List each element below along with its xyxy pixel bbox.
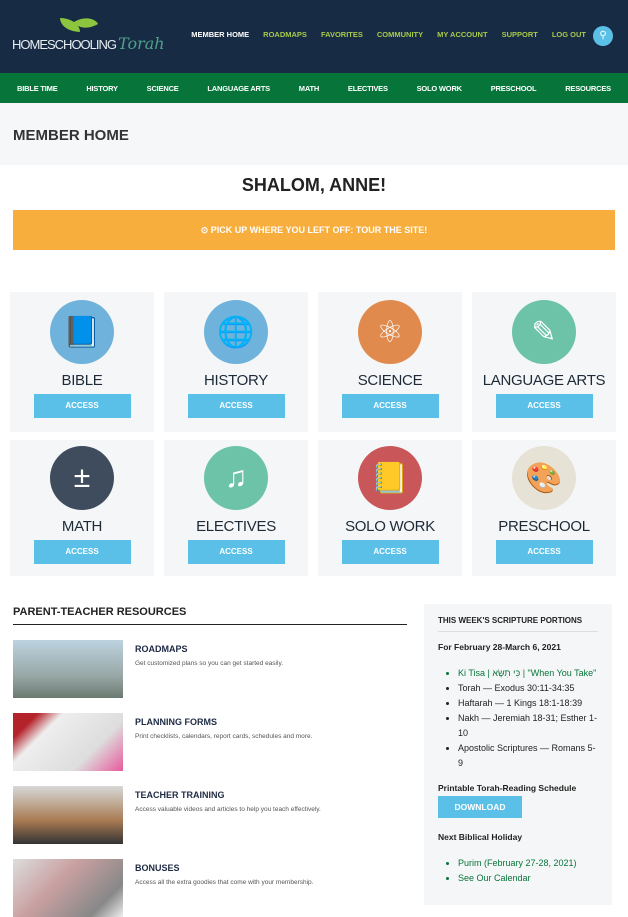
access-button[interactable]: ACCESS	[496, 540, 593, 564]
top-nav	[191, 30, 586, 39]
resource-description: Access all the extra goodies that come with your membership.	[135, 879, 314, 886]
nav-roadmaps[interactable]: ROADMAPS	[263, 30, 307, 39]
nav-support[interactable]: SUPPORT	[501, 30, 538, 39]
subnav-science[interactable]: SCIENCE	[146, 83, 179, 93]
page-title: MEMBER HOME	[0, 103, 628, 165]
subnav-resources[interactable]: RESOURCES	[565, 83, 611, 93]
parent-teacher-resources	[13, 606, 407, 917]
subject-card-preschool	[472, 440, 616, 576]
logo-text: HOMESCHOOLING	[12, 37, 117, 52]
resource-description: Access valuable videos and articles to help you teach effectively.	[135, 806, 321, 813]
holiday-link[interactable]: • Purim (February 27-28, 2021)	[458, 856, 598, 871]
scripture-sidebar	[424, 604, 612, 905]
subject-title: BIBLE	[61, 372, 103, 389]
subnav-solo-work[interactable]: SOLO WORK	[416, 83, 462, 93]
nav-community[interactable]: COMMUNITY	[376, 30, 424, 39]
site-logo[interactable]	[12, 16, 165, 66]
subject-nav	[0, 73, 628, 103]
subject-card-science	[318, 292, 462, 432]
resource-description: Print checklists, calendars, report cards, schedules and more.	[135, 733, 313, 740]
music-note-icon[interactable]: ♫	[204, 446, 268, 510]
resource-item[interactable]	[13, 713, 407, 771]
download-button[interactable]: DOWNLOAD	[438, 796, 522, 818]
resource-title[interactable]: BONUSES	[135, 863, 180, 873]
portion-link[interactable]: • Ki Tisa | כִּי תִשָּׂא | "When You Take"	[458, 666, 598, 681]
holiday-label: Next Biblical Holiday	[438, 832, 523, 842]
logo-script: Torah	[118, 34, 165, 53]
portion-item: • Apostolic Scriptures — Romans 5-9	[458, 741, 598, 771]
subject-title: SOLO WORK	[345, 518, 435, 535]
portion-date: For February 28-March 6, 2021	[438, 642, 561, 652]
holiday-list	[458, 856, 598, 886]
resource-description: Get customized plans so you can get started easily.	[135, 660, 284, 667]
resources-heading: PARENT-TEACHER RESOURCES	[13, 606, 407, 625]
logo-wordmark	[12, 34, 165, 53]
calendar-link[interactable]: • See Our Calendar	[458, 871, 598, 886]
subject-grid	[10, 292, 616, 576]
subject-card-electives	[164, 440, 308, 576]
globe-icon[interactable]: 🌐	[204, 300, 268, 364]
subject-card-language-arts	[472, 292, 616, 432]
nav-my-account[interactable]: MY ACCOUNT	[437, 30, 488, 39]
top-header	[0, 0, 628, 73]
subject-card-bible	[10, 292, 154, 432]
resource-title[interactable]: ROADMAPS	[135, 644, 188, 654]
portion-item: • Nakh — Jeremiah 18-31; Esther 1-10	[458, 711, 598, 741]
schedule-label: Printable Torah-Reading Schedule	[438, 783, 577, 793]
access-button[interactable]: ACCESS	[34, 394, 131, 418]
portion-item: • Haftarah — 1 Kings 18:1-18:39	[458, 696, 598, 711]
subnav-preschool[interactable]: PRESCHOOL	[490, 83, 537, 93]
subject-card-math	[10, 440, 154, 576]
subject-title: LANGUAGE ARTS	[482, 372, 606, 389]
resource-title[interactable]: TEACHER TRAINING	[135, 790, 225, 800]
nav-favorites[interactable]: FAVORITES	[320, 30, 363, 39]
subject-title: HISTORY	[203, 372, 269, 389]
resource-thumbnail[interactable]	[13, 859, 123, 917]
search-icon[interactable]: ⚲	[593, 26, 613, 46]
atom-icon[interactable]: ⚛	[358, 300, 422, 364]
portion-list	[458, 666, 598, 771]
subnav-electives[interactable]: ELECTIVES	[347, 83, 388, 93]
access-button[interactable]: ACCESS	[188, 394, 285, 418]
subnav-history[interactable]: HISTORY	[86, 83, 118, 93]
portion-item: • Torah — Exodus 30:11-34:35	[458, 681, 598, 696]
subject-title: SCIENCE	[357, 372, 423, 389]
access-button[interactable]: ACCESS	[496, 394, 593, 418]
pencil-paper-icon[interactable]: ✎	[512, 300, 576, 364]
subnav-math[interactable]: MATH	[298, 83, 320, 93]
access-button[interactable]: ACCESS	[34, 540, 131, 564]
sidebar-heading: THIS WEEK'S SCRIPTURE PORTIONS	[438, 616, 598, 632]
nav-member-home[interactable]: MEMBER HOME	[191, 30, 250, 39]
resource-thumbnail[interactable]	[13, 640, 123, 698]
access-button[interactable]: ACCESS	[342, 540, 439, 564]
resource-item[interactable]	[13, 859, 407, 917]
subnav-language-arts[interactable]: LANGUAGE ARTS	[207, 83, 270, 93]
greeting: SHALOM, ANNE!	[241, 175, 387, 195]
nav-log-out[interactable]: LOG OUT	[551, 30, 586, 39]
access-button[interactable]: ACCESS	[188, 540, 285, 564]
resource-item[interactable]	[13, 640, 407, 698]
resource-item[interactable]	[13, 786, 407, 844]
access-button[interactable]: ACCESS	[342, 394, 439, 418]
book-icon[interactable]: 📘	[50, 300, 114, 364]
tour-site-banner[interactable]: ⊙ PICK UP WHERE YOU LEFT OFF: TOUR THE SITE!	[13, 210, 615, 250]
notebook-icon[interactable]: 📒	[358, 446, 422, 510]
resource-title[interactable]: PLANNING FORMS	[135, 717, 217, 727]
subject-title: ELECTIVES	[196, 518, 276, 535]
palette-icon[interactable]: 🎨	[512, 446, 576, 510]
resource-thumbnail[interactable]	[13, 713, 123, 771]
resource-thumbnail[interactable]	[13, 786, 123, 844]
subject-title: PRESCHOOL	[498, 518, 590, 535]
subject-card-history	[164, 292, 308, 432]
subnav-bible-time[interactable]: BIBLE TIME	[17, 83, 58, 93]
subject-card-solo-work	[318, 440, 462, 576]
subject-title: MATH	[61, 518, 103, 535]
math-symbols-icon[interactable]: ±	[50, 446, 114, 510]
